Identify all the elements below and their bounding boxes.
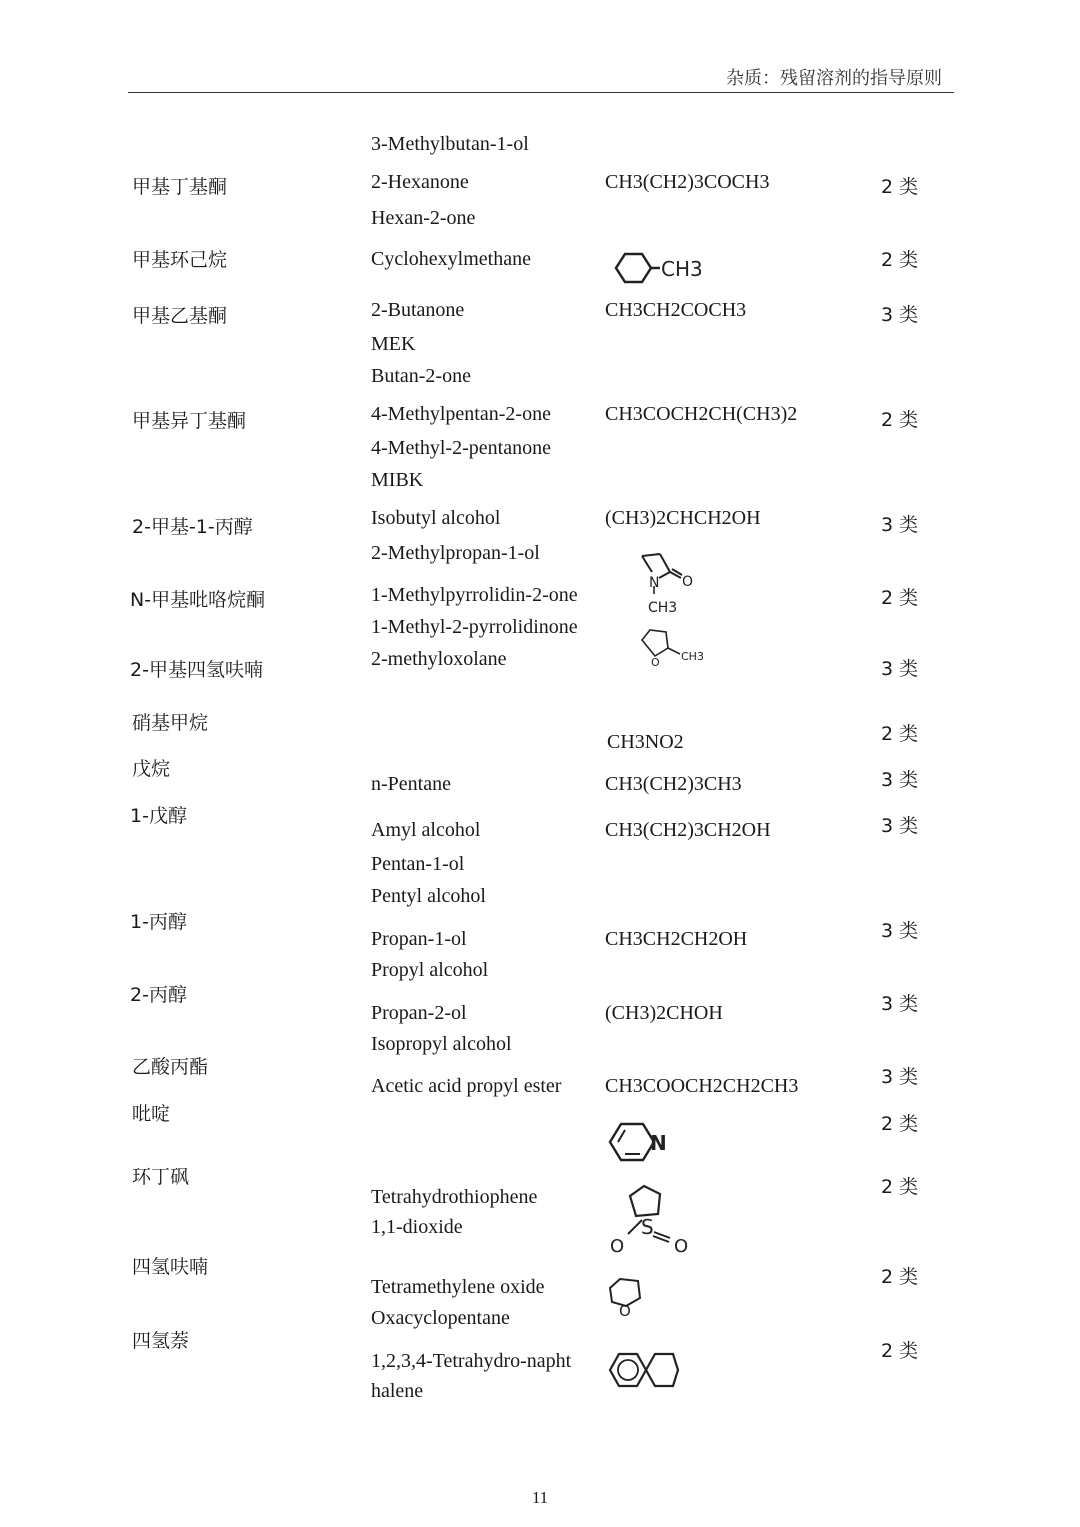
- solvent-en-name: Butan-2-one: [371, 365, 471, 387]
- solvent-en-name: 4-Methyl-2-pentanone: [371, 437, 551, 459]
- solvent-en-name: MEK: [371, 333, 416, 355]
- solvent-cn-name: N-甲基吡咯烷酮: [130, 589, 266, 611]
- solvent-class: 2 类: [881, 176, 919, 198]
- solvent-en-name: Hexan-2-one: [371, 207, 476, 229]
- structure-label: O: [674, 1236, 689, 1257]
- structure-label: CH3: [661, 257, 703, 281]
- tetralin-structure: [606, 1348, 682, 1394]
- solvent-en-name: Tetrahydrothiophene: [371, 1186, 538, 1208]
- solvent-en-name: Oxacyclopentane: [371, 1307, 510, 1329]
- solvent-cn-name: 2-丙醇: [130, 984, 187, 1006]
- solvent-en-name: Isobutyl alcohol: [371, 507, 501, 529]
- structure-label: O: [610, 1236, 625, 1257]
- solvent-cn-name: 硝基甲烷: [132, 712, 209, 734]
- solvent-en-name: Propan-1-ol: [371, 928, 467, 950]
- structure-label: S: [641, 1215, 654, 1239]
- solvent-en-name: Acetic acid propyl ester: [371, 1075, 562, 1097]
- solvent-en-name: 1,1-dioxide: [371, 1216, 463, 1238]
- solvent-cn-name: 2-甲基四氢呋喃: [130, 659, 263, 681]
- solvent-cn-name: 2-甲基-1-丙醇: [132, 516, 253, 538]
- molecular-formula: CH3(CH2)3COCH3: [605, 171, 770, 193]
- solvent-en-name: Isopropyl alcohol: [371, 1033, 512, 1055]
- solvent-class: 3 类: [881, 1066, 919, 1088]
- solvent-cn-name: 环丁砜: [132, 1166, 190, 1188]
- solvent-class: 2 类: [881, 409, 919, 431]
- solvent-class: 2 类: [881, 1113, 919, 1135]
- molecular-formula: CH3CH2CH2OH: [605, 928, 748, 950]
- solvent-en-name: 2-methyloxolane: [371, 648, 507, 670]
- molecular-formula: CH3(CH2)3CH3: [605, 773, 742, 795]
- molecular-formula: (CH3)2CHCH2OH: [605, 507, 761, 529]
- methylcyclohexane-structure: [604, 248, 714, 288]
- solvent-class: 3 类: [881, 993, 919, 1015]
- n-methylpyrrolidone-structure: [632, 550, 702, 620]
- solvent-class: 3 类: [881, 815, 919, 837]
- solvent-class: 2 类: [881, 249, 919, 271]
- solvent-class: 3 类: [881, 769, 919, 791]
- solvent-en-name: 3-Methylbutan-1-ol: [371, 133, 529, 155]
- pyridine-structure: [606, 1118, 670, 1170]
- molecular-formula: CH3(CH2)3CH2OH: [605, 819, 771, 841]
- solvent-en-name: 2-Methylpropan-1-ol: [371, 542, 540, 564]
- solvent-class: 3 类: [881, 658, 919, 680]
- solvent-cn-name: 戊烷: [132, 758, 171, 780]
- solvent-en-name: Propyl alcohol: [371, 959, 489, 981]
- solvent-class: 2 类: [881, 1176, 919, 1198]
- solvent-class: 2 类: [881, 723, 919, 745]
- structure-label: O: [619, 1302, 631, 1320]
- solvent-en-name: 2-Hexanone: [371, 171, 469, 193]
- molecular-formula: CH3NO2: [607, 731, 684, 753]
- header-rule: [128, 92, 954, 93]
- solvent-cn-name: 吡啶: [132, 1103, 171, 1125]
- solvent-en-name: 2-Butanone: [371, 299, 465, 321]
- solvent-cn-name: 甲基异丁基酮: [132, 410, 247, 432]
- solvent-class: 3 类: [881, 304, 919, 326]
- structure-label: N: [649, 575, 660, 591]
- solvent-en-name: n-Pentane: [371, 773, 451, 795]
- solvent-cn-name: 甲基乙基酮: [132, 305, 228, 327]
- solvent-en-name: halene: [371, 1380, 424, 1402]
- running-header: 杂质：残留溶剂的指导原则: [726, 68, 942, 89]
- methyloxolane-structure: [636, 626, 716, 670]
- solvent-cn-name: 1-丙醇: [130, 911, 187, 933]
- solvent-en-name: Pentan-1-ol: [371, 853, 465, 875]
- solvent-cn-name: 甲基环己烷: [132, 249, 228, 271]
- molecular-formula: CH3COCH2CH(CH3)2: [605, 403, 798, 425]
- solvent-class: 2 类: [881, 587, 919, 609]
- solvent-en-name: Tetramethylene oxide: [371, 1276, 545, 1298]
- tetrahydrofuran-structure: [606, 1276, 650, 1322]
- solvent-en-name: 1-Methyl-2-pyrrolidinone: [371, 616, 578, 638]
- solvent-cn-name: 乙酸丙酯: [132, 1056, 209, 1078]
- structure-label: O: [682, 574, 694, 590]
- structure-label: O: [651, 656, 660, 669]
- solvent-class: 3 类: [881, 514, 919, 536]
- sulfolane-structure: [606, 1182, 696, 1258]
- solvent-en-name: MIBK: [371, 469, 424, 491]
- solvent-class: 2 类: [881, 1266, 919, 1288]
- solvent-en-name: Propan-2-ol: [371, 1002, 467, 1024]
- solvent-cn-name: 四氢萘: [132, 1330, 190, 1352]
- structure-label: CH3: [681, 650, 704, 663]
- solvent-en-name: 1-Methylpyrrolidin-2-one: [371, 584, 578, 606]
- page-number: 11: [531, 1488, 549, 1507]
- solvent-cn-name: 四氢呋喃: [132, 1256, 209, 1278]
- molecular-formula: (CH3)2CHOH: [605, 1002, 723, 1024]
- molecular-formula: CH3COOCH2CH2CH3: [605, 1075, 799, 1097]
- solvent-en-name: 1,2,3,4-Tetrahydro-napht: [371, 1350, 572, 1372]
- solvent-cn-name: 1-戊醇: [130, 805, 187, 827]
- solvent-class: 2 类: [881, 1340, 919, 1362]
- solvent-en-name: Amyl alcohol: [371, 819, 481, 841]
- solvent-class: 3 类: [881, 920, 919, 942]
- structure-label: N: [650, 1131, 667, 1155]
- solvent-cn-name: 甲基丁基酮: [132, 176, 228, 198]
- molecular-formula: CH3CH2COCH3: [605, 299, 747, 321]
- solvent-en-name: Pentyl alcohol: [371, 885, 486, 907]
- solvent-en-name: 4-Methylpentan-2-one: [371, 403, 551, 425]
- structure-label: CH3: [648, 600, 678, 616]
- solvent-en-name: Cyclohexylmethane: [371, 248, 531, 270]
